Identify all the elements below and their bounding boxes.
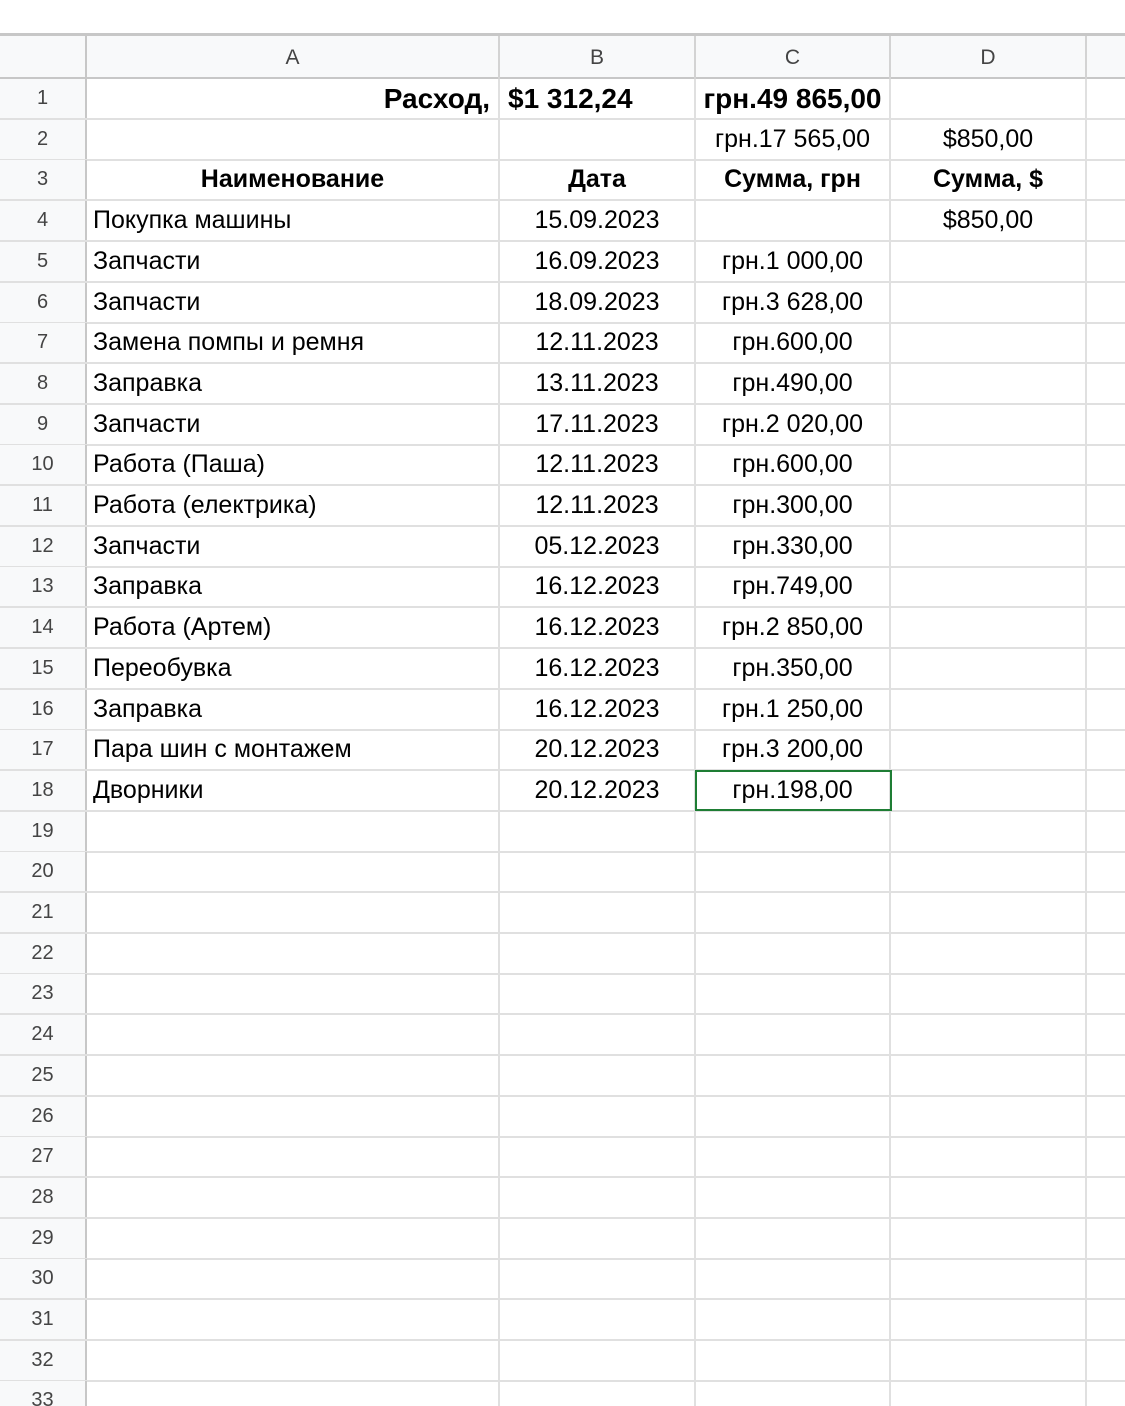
cell-b16[interactable]: 16.12.2023 <box>500 690 696 729</box>
cell-e22[interactable] <box>1087 934 1125 973</box>
table-row <box>0 1097 1125 1138</box>
row-header[interactable]: 32 <box>0 1341 87 1380</box>
select-all-corner[interactable] <box>0 36 87 80</box>
cell-b33[interactable] <box>500 1381 696 1406</box>
row-header[interactable]: 6 <box>0 283 87 322</box>
cell-c2[interactable]: грн.17 565,00 <box>696 120 891 159</box>
cell-a27[interactable] <box>87 1137 500 1176</box>
cell-b29[interactable] <box>500 1219 696 1258</box>
cell-c4[interactable] <box>696 201 891 240</box>
cell-e19[interactable] <box>1087 812 1125 851</box>
cell-c1[interactable]: грн.49 865,00 <box>696 79 891 118</box>
table-row <box>0 812 1125 853</box>
table-row <box>0 160 1125 201</box>
cell-d23[interactable] <box>891 974 1087 1013</box>
cell-b12[interactable]: 05.12.2023 <box>500 527 696 566</box>
cell-e29[interactable] <box>1087 1219 1125 1258</box>
cell-e17[interactable] <box>1087 730 1125 769</box>
row-header[interactable]: 8 <box>0 364 87 403</box>
cell-d19[interactable] <box>891 812 1087 851</box>
cell-c29[interactable] <box>696 1219 891 1258</box>
cell-d25[interactable] <box>891 1056 1087 1095</box>
column-header-a[interactable]: A <box>87 36 500 80</box>
row-header[interactable]: 30 <box>0 1259 87 1298</box>
cell-b25[interactable] <box>500 1056 696 1095</box>
cell-d17[interactable] <box>891 730 1087 769</box>
table-row <box>0 730 1125 771</box>
row-header[interactable]: 17 <box>0 730 87 769</box>
table-row <box>0 934 1125 975</box>
column-header-d[interactable]: D <box>891 36 1087 80</box>
cell-b28[interactable] <box>500 1178 696 1217</box>
cell-b18[interactable]: 20.12.2023 <box>500 771 696 810</box>
cell-d9[interactable] <box>891 405 1087 444</box>
table-row <box>0 79 1125 120</box>
row-header[interactable]: 18 <box>0 771 87 810</box>
cell-c16[interactable]: грн.1 250,00 <box>696 690 891 729</box>
cell-c9[interactable]: грн.2 020,00 <box>696 405 891 444</box>
cell-d6[interactable] <box>891 283 1087 322</box>
cell-d28[interactable] <box>891 1178 1087 1217</box>
cell-a23[interactable] <box>87 974 500 1013</box>
cell-c3[interactable]: Сумма, грн <box>696 160 891 199</box>
cell-d29[interactable] <box>891 1219 1087 1258</box>
cell-b26[interactable] <box>500 1097 696 1136</box>
table-row <box>0 486 1125 527</box>
row-header[interactable]: 27 <box>0 1137 87 1176</box>
cell-e26[interactable] <box>1087 1097 1125 1136</box>
cell-a15[interactable]: Переобувка <box>87 649 500 688</box>
cell-a18[interactable]: Дворники <box>87 771 500 810</box>
row-header[interactable]: 2 <box>0 120 87 159</box>
column-header-e[interactable] <box>1087 36 1125 80</box>
cell-a1[interactable]: Расход, <box>87 79 500 118</box>
cell-a20[interactable] <box>87 852 500 891</box>
cell-b15[interactable]: 16.12.2023 <box>500 649 696 688</box>
cell-e28[interactable] <box>1087 1178 1125 1217</box>
table-row <box>0 649 1125 690</box>
table-row <box>0 364 1125 405</box>
table-row <box>0 1137 1125 1178</box>
cell-b1[interactable]: $1 312,24 <box>500 79 696 118</box>
cell-e33[interactable] <box>1087 1381 1125 1406</box>
cell-d22[interactable] <box>891 934 1087 973</box>
cell-c13[interactable]: грн.749,00 <box>696 567 891 606</box>
cell-d1[interactable] <box>891 79 1087 118</box>
cell-d2[interactable]: $850,00 <box>891 120 1087 159</box>
table-row <box>0 690 1125 731</box>
cell-e21[interactable] <box>1087 893 1125 932</box>
column-header-c[interactable]: C <box>696 36 891 80</box>
cell-a8[interactable]: Заправка <box>87 364 500 403</box>
cell-b8[interactable]: 13.11.2023 <box>500 364 696 403</box>
cell-d13[interactable] <box>891 567 1087 606</box>
cell-b31[interactable] <box>500 1300 696 1339</box>
cell-b6[interactable]: 18.09.2023 <box>500 283 696 322</box>
cell-c14[interactable]: грн.2 850,00 <box>696 608 891 647</box>
cell-e14[interactable] <box>1087 608 1125 647</box>
cell-a4[interactable]: Покупка машины <box>87 201 500 240</box>
table-row <box>0 1015 1125 1056</box>
table-row <box>0 120 1125 161</box>
cell-c8[interactable]: грн.490,00 <box>696 364 891 403</box>
cell-c23[interactable] <box>696 974 891 1013</box>
cell-e2[interactable] <box>1087 120 1125 159</box>
row-header[interactable]: 16 <box>0 690 87 729</box>
cell-c15[interactable]: грн.350,00 <box>696 649 891 688</box>
cell-d16[interactable] <box>891 690 1087 729</box>
row-header[interactable]: 9 <box>0 405 87 444</box>
cell-e1[interactable] <box>1087 79 1125 118</box>
row-header[interactable]: 13 <box>0 567 87 606</box>
row-header[interactable]: 5 <box>0 242 87 281</box>
cell-c24[interactable] <box>696 1015 891 1054</box>
cell-a24[interactable] <box>87 1015 500 1054</box>
cell-b7[interactable]: 12.11.2023 <box>500 323 696 362</box>
cell-c17[interactable]: грн.3 200,00 <box>696 730 891 769</box>
cell-d31[interactable] <box>891 1300 1087 1339</box>
cell-a19[interactable] <box>87 812 500 851</box>
table-row <box>0 242 1125 283</box>
cell-b21[interactable] <box>500 893 696 932</box>
cell-d4[interactable]: $850,00 <box>891 201 1087 240</box>
cell-a7[interactable]: Замена помпы и ремня <box>87 323 500 362</box>
cell-b4[interactable]: 15.09.2023 <box>500 201 696 240</box>
cell-b32[interactable] <box>500 1341 696 1380</box>
cell-c33[interactable] <box>696 1381 891 1406</box>
table-row <box>0 283 1125 324</box>
row-header[interactable]: 14 <box>0 608 87 647</box>
cell-a11[interactable]: Работа (електрика) <box>87 486 500 525</box>
table-row <box>0 1381 1125 1406</box>
cell-b13[interactable]: 16.12.2023 <box>500 567 696 606</box>
cell-e4[interactable] <box>1087 201 1125 240</box>
cell-d26[interactable] <box>891 1097 1087 1136</box>
cell-e10[interactable] <box>1087 445 1125 484</box>
row-header[interactable]: 23 <box>0 974 87 1013</box>
cell-b3[interactable]: Дата <box>500 160 696 199</box>
cell-b24[interactable] <box>500 1015 696 1054</box>
table-row <box>0 567 1125 608</box>
table-row <box>0 1056 1125 1097</box>
cell-c31[interactable] <box>696 1300 891 1339</box>
cell-b11[interactable]: 12.11.2023 <box>500 486 696 525</box>
cell-a21[interactable] <box>87 893 500 932</box>
cell-b10[interactable]: 12.11.2023 <box>500 445 696 484</box>
table-row <box>0 527 1125 568</box>
table-row <box>0 323 1125 364</box>
cell-a28[interactable] <box>87 1178 500 1217</box>
cell-a16[interactable]: Заправка <box>87 690 500 729</box>
cell-e30[interactable] <box>1087 1259 1125 1298</box>
cell-b5[interactable]: 16.09.2023 <box>500 242 696 281</box>
cell-b30[interactable] <box>500 1259 696 1298</box>
cell-e9[interactable] <box>1087 405 1125 444</box>
row-header[interactable]: 28 <box>0 1178 87 1217</box>
cell-c11[interactable]: грн.300,00 <box>696 486 891 525</box>
cell-a5[interactable]: Запчасти <box>87 242 500 281</box>
row-header[interactable]: 7 <box>0 323 87 362</box>
cell-e16[interactable] <box>1087 690 1125 729</box>
cell-d3[interactable]: Сумма, $ <box>891 160 1087 199</box>
cell-d33[interactable] <box>891 1381 1087 1406</box>
cell-a9[interactable]: Запчасти <box>87 405 500 444</box>
table-row <box>0 201 1125 242</box>
row-header[interactable]: 29 <box>0 1219 87 1258</box>
cell-d12[interactable] <box>891 527 1087 566</box>
cell-b27[interactable] <box>500 1137 696 1176</box>
cell-c28[interactable] <box>696 1178 891 1217</box>
spreadsheet-grid[interactable] <box>0 33 1125 1406</box>
cell-c27[interactable] <box>696 1137 891 1176</box>
cell-b23[interactable] <box>500 974 696 1013</box>
cell-d21[interactable] <box>891 893 1087 932</box>
cell-c5[interactable]: грн.1 000,00 <box>696 242 891 281</box>
row-header[interactable]: 21 <box>0 893 87 932</box>
cell-b2[interactable] <box>500 120 696 159</box>
cell-a2[interactable] <box>87 120 500 159</box>
cell-d30[interactable] <box>891 1259 1087 1298</box>
row-header[interactable]: 22 <box>0 934 87 973</box>
column-header-row <box>0 33 1125 79</box>
cell-d15[interactable] <box>891 649 1087 688</box>
row-header[interactable]: 24 <box>0 1015 87 1054</box>
row-header[interactable]: 15 <box>0 649 87 688</box>
table-row <box>0 445 1125 486</box>
cell-a3[interactable]: Наименование <box>87 160 500 199</box>
cell-c26[interactable] <box>696 1097 891 1136</box>
cell-a30[interactable] <box>87 1259 500 1298</box>
cell-e5[interactable] <box>1087 242 1125 281</box>
cell-d32[interactable] <box>891 1341 1087 1380</box>
cell-c6[interactable]: грн.3 628,00 <box>696 283 891 322</box>
table-row <box>0 1178 1125 1219</box>
cell-a17[interactable]: Пара шин с монтажем <box>87 730 500 769</box>
table-row <box>0 1341 1125 1382</box>
cell-e11[interactable] <box>1087 486 1125 525</box>
cell-b20[interactable] <box>500 852 696 891</box>
cell-a6[interactable]: Запчасти <box>87 283 500 322</box>
cell-e12[interactable] <box>1087 527 1125 566</box>
cell-d27[interactable] <box>891 1137 1087 1176</box>
cell-c21[interactable] <box>696 893 891 932</box>
table-row <box>0 1259 1125 1300</box>
row-header[interactable]: 19 <box>0 812 87 851</box>
cell-c10[interactable]: грн.600,00 <box>696 445 891 484</box>
cell-e6[interactable] <box>1087 283 1125 322</box>
cell-c7[interactable]: грн.600,00 <box>696 323 891 362</box>
cell-e13[interactable] <box>1087 567 1125 606</box>
cell-d5[interactable] <box>891 242 1087 281</box>
cell-a14[interactable]: Работа (Артем) <box>87 608 500 647</box>
row-header[interactable]: 26 <box>0 1097 87 1136</box>
cell-d18[interactable] <box>891 771 1087 810</box>
cell-b9[interactable]: 17.11.2023 <box>500 405 696 444</box>
cell-e15[interactable] <box>1087 649 1125 688</box>
cell-a10[interactable]: Работа (Паша) <box>87 445 500 484</box>
cell-e7[interactable] <box>1087 323 1125 362</box>
cell-a26[interactable] <box>87 1097 500 1136</box>
cell-e8[interactable] <box>1087 364 1125 403</box>
cell-c20[interactable] <box>696 852 891 891</box>
table-row <box>0 893 1125 934</box>
table-row <box>0 771 1125 812</box>
table-row <box>0 405 1125 446</box>
cell-e32[interactable] <box>1087 1341 1125 1380</box>
cell-b22[interactable] <box>500 934 696 973</box>
cell-c22[interactable] <box>696 934 891 973</box>
column-header-b[interactable]: B <box>500 36 696 80</box>
cell-e24[interactable] <box>1087 1015 1125 1054</box>
cell-b17[interactable]: 20.12.2023 <box>500 730 696 769</box>
row-header[interactable]: 11 <box>0 486 87 525</box>
cell-d10[interactable] <box>891 445 1087 484</box>
row-header[interactable]: 12 <box>0 527 87 566</box>
top-bar <box>0 0 1125 33</box>
cell-d24[interactable] <box>891 1015 1087 1054</box>
cell-e20[interactable] <box>1087 852 1125 891</box>
table-row <box>0 974 1125 1015</box>
cell-d20[interactable] <box>891 852 1087 891</box>
cell-a33[interactable] <box>87 1381 500 1406</box>
cell-c25[interactable] <box>696 1056 891 1095</box>
cell-a12[interactable]: Запчасти <box>87 527 500 566</box>
cell-b14[interactable]: 16.12.2023 <box>500 608 696 647</box>
cell-e25[interactable] <box>1087 1056 1125 1095</box>
cell-b19[interactable] <box>500 812 696 851</box>
table-row <box>0 1219 1125 1260</box>
table-row <box>0 608 1125 649</box>
cell-e18[interactable] <box>1087 771 1125 810</box>
cell-e23[interactable] <box>1087 974 1125 1013</box>
cell-d14[interactable] <box>891 608 1087 647</box>
cell-e31[interactable] <box>1087 1300 1125 1339</box>
cell-c32[interactable] <box>696 1341 891 1380</box>
cell-d8[interactable] <box>891 364 1087 403</box>
table-row <box>0 1300 1125 1341</box>
cell-a13[interactable]: Заправка <box>87 567 500 606</box>
cell-a25[interactable] <box>87 1056 500 1095</box>
cell-a32[interactable] <box>87 1341 500 1380</box>
cell-e27[interactable] <box>1087 1137 1125 1176</box>
cell-d7[interactable] <box>891 323 1087 362</box>
row-header[interactable]: 25 <box>0 1056 87 1095</box>
row-header[interactable]: 33 <box>0 1381 87 1406</box>
cell-c19[interactable] <box>696 812 891 851</box>
cell-a22[interactable] <box>87 934 500 973</box>
row-header[interactable]: 10 <box>0 445 87 484</box>
row-header[interactable]: 1 <box>0 79 87 118</box>
cell-e3[interactable] <box>1087 160 1125 199</box>
cell-c12[interactable]: грн.330,00 <box>696 527 891 566</box>
cell-a29[interactable] <box>87 1219 500 1258</box>
row-header[interactable]: 31 <box>0 1300 87 1339</box>
cell-c30[interactable] <box>696 1259 891 1298</box>
row-header[interactable]: 3 <box>0 160 87 199</box>
cell-a31[interactable] <box>87 1300 500 1339</box>
row-header[interactable]: 20 <box>0 852 87 891</box>
cell-c18[interactable]: грн.198,00 <box>696 771 891 810</box>
cell-d11[interactable] <box>891 486 1087 525</box>
table-row <box>0 852 1125 893</box>
row-header[interactable]: 4 <box>0 201 87 240</box>
